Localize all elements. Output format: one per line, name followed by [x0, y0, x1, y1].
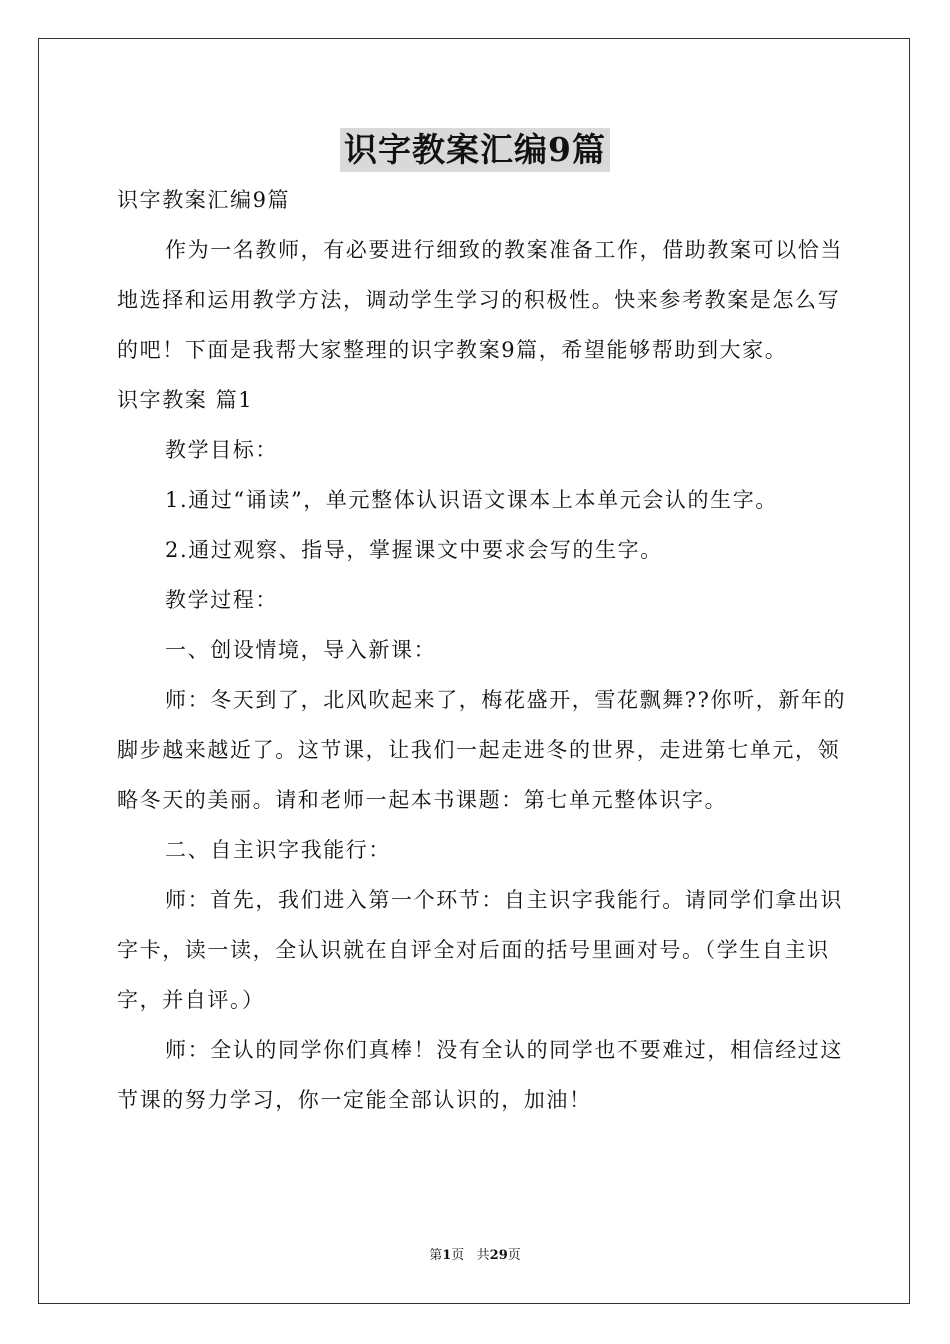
- footer-page-suffix: 页: [507, 1248, 521, 1263]
- paragraph-teacher-3: 师：全认的同学你们真棒！没有全认的同学也不要难过，相信经过这节课的努力学习，你一定能全部认识的，加油！: [117, 1038, 843, 1112]
- paragraph-teaching-goals: 教学目标：: [165, 438, 278, 462]
- paragraph-goal-1: 1.通过“诵读”，单元整体认识语文课本上本单元会认的生字。: [165, 488, 778, 512]
- paragraph-teacher-1: 师：冬天到了，北风吹起来了，梅花盛开，雪花飘舞??你听，新年的脚步越来越近了。这节课，让我们一起走进冬的世界，走进第七单元，领略冬天的美丽。请和老师一起本书课题：第七单元整体识字。: [117, 688, 847, 812]
- footer-page-mid: 页 共: [451, 1248, 490, 1263]
- document-body: [117, 175, 857, 1125]
- footer-page-current: 1: [442, 1248, 452, 1263]
- title-wrap: [0, 128, 950, 172]
- subtitle: 识字教案汇编9篇: [117, 188, 291, 212]
- footer-page-total: 29: [489, 1248, 508, 1263]
- section-heading: 识字教案 篇1: [117, 388, 254, 412]
- page-footer: [0, 1247, 950, 1265]
- paragraph-step-2: 二、自主识字我能行：: [165, 838, 391, 862]
- paragraph-step-1: 一、创设情境，导入新课：: [165, 638, 437, 662]
- paragraph-goal-2: 2.通过观察、指导，掌握课文中要求会写的生字。: [165, 538, 663, 562]
- paragraph-teaching-process: 教学过程：: [165, 588, 278, 612]
- document-title: 识字教案汇编9篇: [340, 128, 610, 172]
- paragraph-teacher-2: 师：首先，我们进入第一个环节：自主识字我能行。请同学们拿出识字卡，读一读，全认识就在自评全对后面的括号里画对号。（学生自主识字，并自评。）: [117, 888, 843, 1012]
- intro-paragraph: 作为一名教师，有必要进行细致的教案准备工作，借助教案可以恰当地选择和运用教学方法，调动学生学习的积极性。快来参考教案是怎么写的吧！下面是我帮大家整理的识字教案9篇，希望能够帮助到大家。: [117, 238, 843, 362]
- footer-page-prefix: 第: [429, 1248, 443, 1263]
